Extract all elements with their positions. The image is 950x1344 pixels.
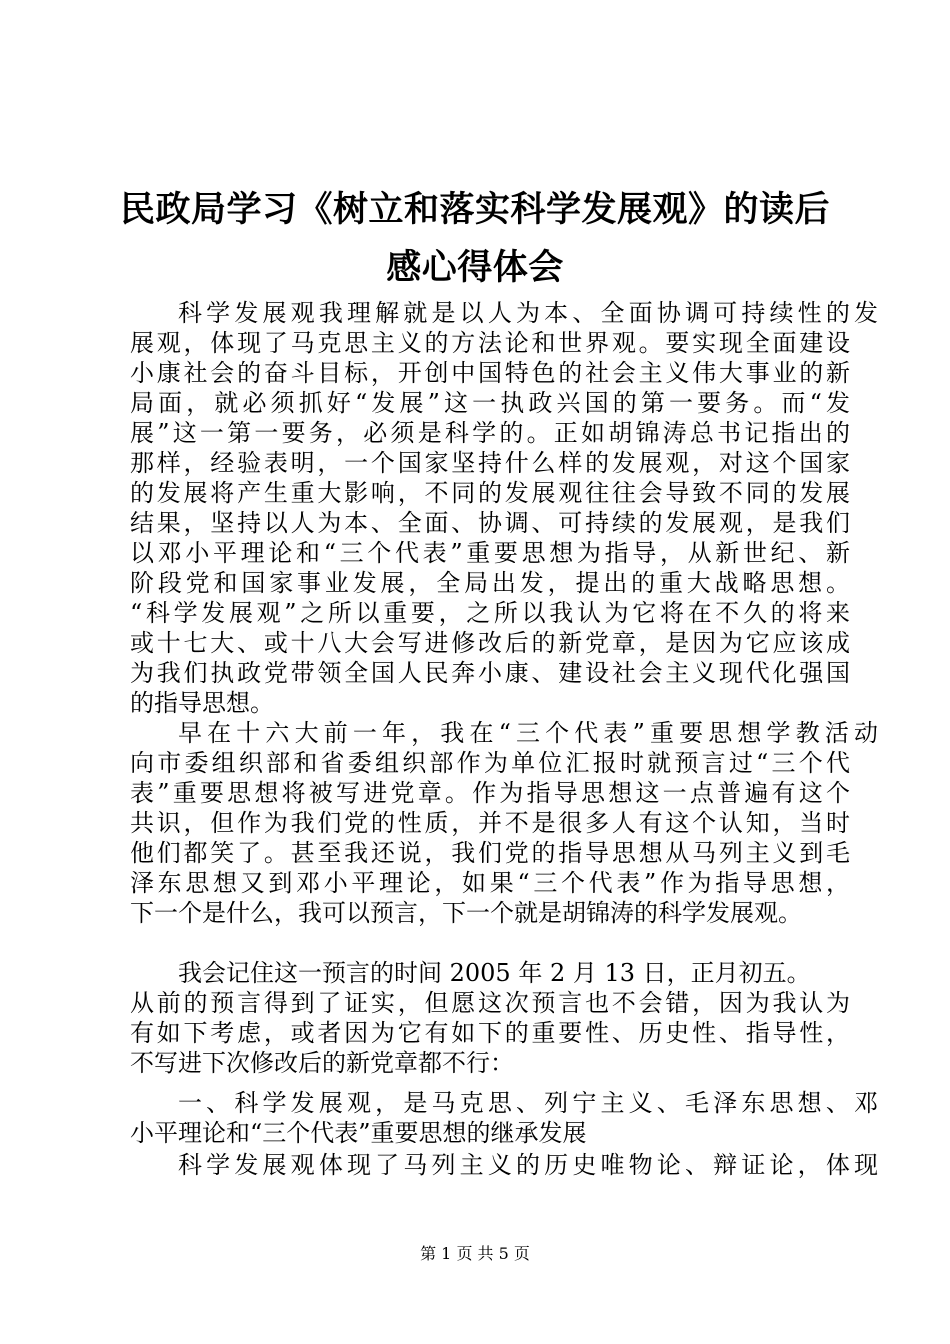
paragraph-line: 表”重要思想将被写进党章。作为指导思想这一点普遍有这个 bbox=[130, 779, 850, 807]
paragraph-line: 下一个是什么，我可以预言，下一个就是胡锦涛的科学发展观。 bbox=[130, 899, 802, 927]
paragraph-line: 他们都笑了。甚至我还说，我们党的指导思想从马列主义到毛 bbox=[130, 839, 850, 867]
paragraph-line: 结果，坚持以人为本、全面、协调、可持续的发展观，是我们 bbox=[130, 509, 850, 537]
paragraph-line: 为我们执政党带领全国人民奔小康、建设社会主义现代化强国 bbox=[130, 659, 850, 687]
paragraph-line: 的发展将产生重大影响，不同的发展观往往会导致不同的发展 bbox=[130, 479, 850, 507]
paragraph-line: 科学发展观体现了马列主义的历史唯物论、辩证论，体现 bbox=[178, 1151, 878, 1179]
paragraph-line: 不写进下次修改后的新党章都不行： bbox=[130, 1049, 514, 1077]
paragraph-line: 展观，体现了马克思主义的方法论和世界观。要实现全面建设 bbox=[130, 329, 850, 357]
paragraph-line: “科学发展观”之所以重要，之所以我认为它将在不久的将来 bbox=[130, 599, 850, 627]
section-heading-line: 小平理论和“三个代表”重要思想的继承发展 bbox=[130, 1119, 587, 1147]
page-number-footer: 第 1 页 共 5 页 bbox=[420, 1244, 530, 1263]
paragraph-line: 以邓小平理论和“三个代表”重要思想为指导，从新世纪、新 bbox=[130, 539, 850, 567]
paragraph-line: 有如下考虑，或者因为它有如下的重要性、历史性、指导性， bbox=[130, 1019, 850, 1047]
paragraph-line: 共识，但作为我们党的性质，并不是很多人有这个认知，当时 bbox=[130, 809, 850, 837]
paragraph-line: 泽东思想又到邓小平理论，如果“三个代表”作为指导思想， bbox=[130, 869, 850, 897]
paragraph-line: 科学发展观我理解就是以人为本、全面协调可持续性的发 bbox=[178, 299, 878, 327]
paragraph-line: 局面，就必须抓好“发展”这一执政兴国的第一要务。而“发 bbox=[130, 389, 850, 417]
paragraph-line: 阶段党和国家事业发展，全局出发，提出的重大战略思想。 bbox=[130, 569, 850, 597]
paragraph-line: 向市委组织部和省委组织部作为单位汇报时就预言过“三个代 bbox=[130, 749, 850, 777]
paragraph-line: 我会记住这一预言的时间 2005 年 2 月 13 日，正月初五。 bbox=[178, 959, 811, 987]
document-title-line-1: 民政局学习《树立和落实科学发展观》的读后 bbox=[119, 190, 830, 230]
paragraph-line: 那样，经验表明，一个国家坚持什么样的发展观，对这个国家 bbox=[130, 449, 850, 477]
paragraph-line: 小康社会的奋斗目标，开创中国特色的社会主义伟大事业的新 bbox=[130, 359, 850, 387]
document-title-line-2: 感心得体会 bbox=[386, 248, 564, 288]
paragraph-line: 或十七大、或十八大会写进修改后的新党章，是因为它应该成 bbox=[130, 629, 850, 657]
section-heading-line: 一、科学发展观，是马克思、列宁主义、毛泽东思想、邓 bbox=[178, 1089, 878, 1117]
paragraph-line: 早在十六大前一年，我在“三个代表”重要思想学教活动 bbox=[178, 719, 878, 747]
paragraph-line: 从前的预言得到了证实，但愿这次预言也不会错，因为我认为 bbox=[130, 989, 850, 1017]
paragraph-line: 展”这一第一要务，必须是科学的。正如胡锦涛总书记指出的 bbox=[130, 419, 850, 447]
paragraph-line: 的指导思想。 bbox=[130, 689, 274, 717]
